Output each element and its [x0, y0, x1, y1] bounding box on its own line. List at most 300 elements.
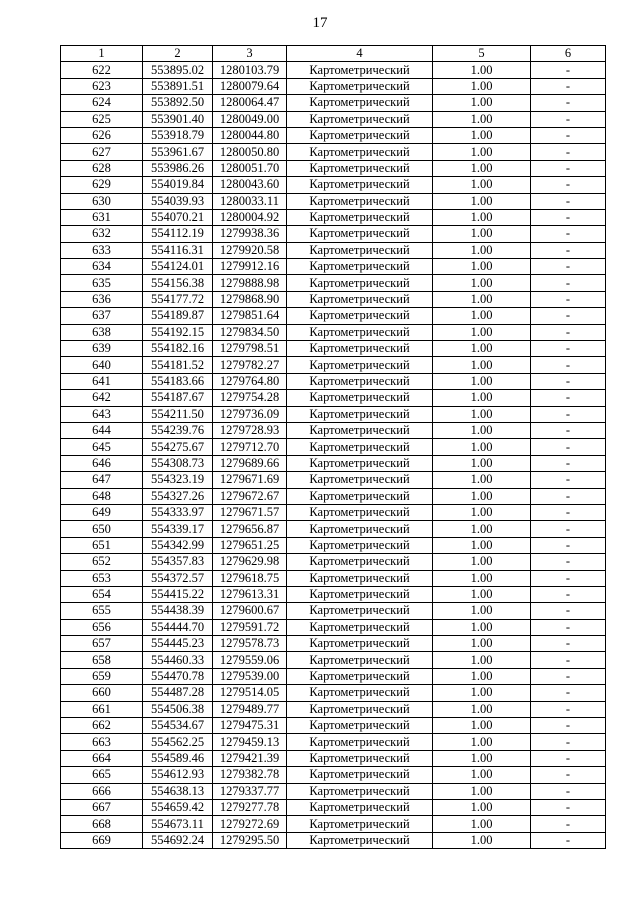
- note-cell: -: [531, 636, 606, 652]
- x-coordinate-cell: 553986.26: [143, 160, 213, 176]
- x-coordinate-cell: 554372.57: [143, 570, 213, 586]
- method-cell: Картометрический: [287, 226, 433, 242]
- accuracy-cell: 1.00: [433, 127, 531, 143]
- accuracy-cell: 1.00: [433, 832, 531, 848]
- y-coordinate-cell: 1280050.80: [213, 144, 287, 160]
- x-coordinate-cell: 554182.16: [143, 341, 213, 357]
- y-coordinate-cell: 1279736.09: [213, 406, 287, 422]
- x-coordinate-cell: 554116.31: [143, 242, 213, 258]
- x-coordinate-cell: 553895.02: [143, 62, 213, 78]
- table-row: [61, 95, 606, 111]
- table-row: [61, 341, 606, 357]
- table-row: [61, 259, 606, 275]
- y-coordinate-cell: 1279382.78: [213, 767, 287, 783]
- point-number-cell: 640: [61, 357, 143, 373]
- point-number-cell: 629: [61, 177, 143, 193]
- y-coordinate-cell: 1279728.93: [213, 422, 287, 438]
- accuracy-cell: 1.00: [433, 783, 531, 799]
- method-cell: Картометрический: [287, 570, 433, 586]
- method-cell: Картометрический: [287, 357, 433, 373]
- x-coordinate-cell: 554444.70: [143, 619, 213, 635]
- method-cell: Картометрический: [287, 341, 433, 357]
- y-coordinate-cell: 1280043.60: [213, 177, 287, 193]
- table-row: [61, 308, 606, 324]
- note-cell: -: [531, 668, 606, 684]
- note-cell: -: [531, 718, 606, 734]
- x-coordinate-cell: 554415.22: [143, 586, 213, 602]
- table-row: [61, 127, 606, 143]
- y-coordinate-cell: 1279629.98: [213, 554, 287, 570]
- x-coordinate-cell: 554506.38: [143, 701, 213, 717]
- point-number-cell: 654: [61, 586, 143, 602]
- note-cell: -: [531, 390, 606, 406]
- table-row: [61, 603, 606, 619]
- x-coordinate-cell: 553901.40: [143, 111, 213, 127]
- accuracy-cell: 1.00: [433, 767, 531, 783]
- column-header: 2: [143, 46, 213, 62]
- note-cell: -: [531, 734, 606, 750]
- method-cell: Картометрический: [287, 652, 433, 668]
- method-cell: Картометрический: [287, 783, 433, 799]
- table-row: [61, 718, 606, 734]
- table-row: [61, 422, 606, 438]
- method-cell: Картометрический: [287, 636, 433, 652]
- note-cell: -: [531, 586, 606, 602]
- note-cell: -: [531, 341, 606, 357]
- accuracy-cell: 1.00: [433, 275, 531, 291]
- note-cell: -: [531, 242, 606, 258]
- note-cell: -: [531, 554, 606, 570]
- table-row: [61, 62, 606, 78]
- method-cell: Картометрический: [287, 78, 433, 94]
- accuracy-cell: 1.00: [433, 95, 531, 111]
- accuracy-cell: 1.00: [433, 373, 531, 389]
- y-coordinate-cell: 1279539.00: [213, 668, 287, 684]
- accuracy-cell: 1.00: [433, 226, 531, 242]
- accuracy-cell: 1.00: [433, 816, 531, 832]
- y-coordinate-cell: 1280051.70: [213, 160, 287, 176]
- table-row: [61, 636, 606, 652]
- x-coordinate-cell: 554156.38: [143, 275, 213, 291]
- x-coordinate-cell: 554275.67: [143, 439, 213, 455]
- y-coordinate-cell: 1279912.16: [213, 259, 287, 275]
- x-coordinate-cell: 554333.97: [143, 504, 213, 520]
- accuracy-cell: 1.00: [433, 111, 531, 127]
- x-coordinate-cell: 554327.26: [143, 488, 213, 504]
- point-number-cell: 632: [61, 226, 143, 242]
- table-row: [61, 406, 606, 422]
- y-coordinate-cell: 1280103.79: [213, 62, 287, 78]
- note-cell: -: [531, 275, 606, 291]
- point-number-cell: 655: [61, 603, 143, 619]
- method-cell: Картометрический: [287, 242, 433, 258]
- method-cell: Картометрический: [287, 734, 433, 750]
- point-number-cell: 639: [61, 341, 143, 357]
- x-coordinate-cell: 554342.99: [143, 537, 213, 553]
- method-cell: Картометрический: [287, 111, 433, 127]
- point-number-cell: 641: [61, 373, 143, 389]
- accuracy-cell: 1.00: [433, 603, 531, 619]
- point-number-cell: 633: [61, 242, 143, 258]
- note-cell: -: [531, 62, 606, 78]
- note-cell: -: [531, 701, 606, 717]
- method-cell: Картометрический: [287, 504, 433, 520]
- x-coordinate-cell: 554357.83: [143, 554, 213, 570]
- x-coordinate-cell: 554612.93: [143, 767, 213, 783]
- point-number-cell: 644: [61, 422, 143, 438]
- x-coordinate-cell: 554112.19: [143, 226, 213, 242]
- method-cell: Картометрический: [287, 832, 433, 848]
- accuracy-cell: 1.00: [433, 734, 531, 750]
- x-coordinate-cell: 553918.79: [143, 127, 213, 143]
- note-cell: -: [531, 439, 606, 455]
- accuracy-cell: 1.00: [433, 701, 531, 717]
- note-cell: -: [531, 226, 606, 242]
- method-cell: Картометрический: [287, 799, 433, 815]
- accuracy-cell: 1.00: [433, 341, 531, 357]
- point-number-cell: 653: [61, 570, 143, 586]
- point-number-cell: 628: [61, 160, 143, 176]
- y-coordinate-cell: 1279578.73: [213, 636, 287, 652]
- point-number-cell: 657: [61, 636, 143, 652]
- x-coordinate-cell: 553891.51: [143, 78, 213, 94]
- x-coordinate-cell: 554039.93: [143, 193, 213, 209]
- table-row: [61, 275, 606, 291]
- x-coordinate-cell: 554638.13: [143, 783, 213, 799]
- point-number-cell: 626: [61, 127, 143, 143]
- note-cell: -: [531, 209, 606, 225]
- point-number-cell: 652: [61, 554, 143, 570]
- method-cell: Картометрический: [287, 275, 433, 291]
- note-cell: -: [531, 95, 606, 111]
- method-cell: Картометрический: [287, 193, 433, 209]
- x-coordinate-cell: 554177.72: [143, 291, 213, 307]
- y-coordinate-cell: 1279295.50: [213, 832, 287, 848]
- x-coordinate-cell: 554308.73: [143, 455, 213, 471]
- x-coordinate-cell: 554487.28: [143, 685, 213, 701]
- accuracy-cell: 1.00: [433, 406, 531, 422]
- x-coordinate-cell: 554673.11: [143, 816, 213, 832]
- point-number-cell: 668: [61, 816, 143, 832]
- method-cell: Картометрический: [287, 127, 433, 143]
- x-coordinate-cell: 554211.50: [143, 406, 213, 422]
- point-number-cell: 637: [61, 308, 143, 324]
- x-coordinate-cell: 553892.50: [143, 95, 213, 111]
- note-cell: -: [531, 422, 606, 438]
- accuracy-cell: 1.00: [433, 799, 531, 815]
- note-cell: -: [531, 619, 606, 635]
- accuracy-cell: 1.00: [433, 685, 531, 701]
- column-header: 5: [433, 46, 531, 62]
- x-coordinate-cell: 554189.87: [143, 308, 213, 324]
- method-cell: Картометрический: [287, 95, 433, 111]
- accuracy-cell: 1.00: [433, 521, 531, 537]
- note-cell: -: [531, 504, 606, 520]
- point-number-cell: 665: [61, 767, 143, 783]
- y-coordinate-cell: 1280064.47: [213, 95, 287, 111]
- table-body: [61, 62, 606, 849]
- method-cell: Картометрический: [287, 144, 433, 160]
- accuracy-cell: 1.00: [433, 455, 531, 471]
- note-cell: -: [531, 767, 606, 783]
- y-coordinate-cell: 1279888.98: [213, 275, 287, 291]
- point-number-cell: 648: [61, 488, 143, 504]
- point-number-cell: 662: [61, 718, 143, 734]
- x-coordinate-cell: 554070.21: [143, 209, 213, 225]
- accuracy-cell: 1.00: [433, 422, 531, 438]
- method-cell: Картометрический: [287, 62, 433, 78]
- note-cell: -: [531, 816, 606, 832]
- column-header: 6: [531, 46, 606, 62]
- y-coordinate-cell: 1279798.51: [213, 341, 287, 357]
- point-number-cell: 663: [61, 734, 143, 750]
- x-coordinate-cell: 554589.46: [143, 750, 213, 766]
- accuracy-cell: 1.00: [433, 324, 531, 340]
- table-row: [61, 521, 606, 537]
- table-row: [61, 685, 606, 701]
- accuracy-cell: 1.00: [433, 472, 531, 488]
- y-coordinate-cell: 1279764.80: [213, 373, 287, 389]
- y-coordinate-cell: 1279475.31: [213, 718, 287, 734]
- y-coordinate-cell: 1279689.66: [213, 455, 287, 471]
- y-coordinate-cell: 1279868.90: [213, 291, 287, 307]
- table-header: [61, 46, 606, 62]
- method-cell: Картометрический: [287, 209, 433, 225]
- point-number-cell: 631: [61, 209, 143, 225]
- table-row: [61, 750, 606, 766]
- table-row: [61, 504, 606, 520]
- note-cell: -: [531, 783, 606, 799]
- method-cell: Картометрический: [287, 537, 433, 553]
- note-cell: -: [531, 144, 606, 160]
- point-number-cell: 667: [61, 799, 143, 815]
- method-cell: Картометрический: [287, 767, 433, 783]
- y-coordinate-cell: 1280033.11: [213, 193, 287, 209]
- y-coordinate-cell: 1279459.13: [213, 734, 287, 750]
- table-row: [61, 357, 606, 373]
- y-coordinate-cell: 1279920.58: [213, 242, 287, 258]
- accuracy-cell: 1.00: [433, 619, 531, 635]
- note-cell: -: [531, 570, 606, 586]
- method-cell: Картометрический: [287, 160, 433, 176]
- table-row: [61, 144, 606, 160]
- x-coordinate-cell: 554562.25: [143, 734, 213, 750]
- method-cell: Картометрический: [287, 718, 433, 734]
- note-cell: -: [531, 488, 606, 504]
- table-row: [61, 816, 606, 832]
- table-row: [61, 668, 606, 684]
- x-coordinate-cell: 554460.33: [143, 652, 213, 668]
- y-coordinate-cell: 1279514.05: [213, 685, 287, 701]
- y-coordinate-cell: 1279421.39: [213, 750, 287, 766]
- note-cell: -: [531, 652, 606, 668]
- note-cell: -: [531, 177, 606, 193]
- accuracy-cell: 1.00: [433, 357, 531, 373]
- accuracy-cell: 1.00: [433, 177, 531, 193]
- method-cell: Картометрический: [287, 750, 433, 766]
- point-number-cell: 645: [61, 439, 143, 455]
- y-coordinate-cell: 1279712.70: [213, 439, 287, 455]
- x-coordinate-cell: 554192.15: [143, 324, 213, 340]
- table-row: [61, 291, 606, 307]
- x-coordinate-cell: 554438.39: [143, 603, 213, 619]
- point-number-cell: 664: [61, 750, 143, 766]
- point-number-cell: 656: [61, 619, 143, 635]
- point-number-cell: 634: [61, 259, 143, 275]
- point-number-cell: 647: [61, 472, 143, 488]
- x-coordinate-cell: 554470.78: [143, 668, 213, 684]
- accuracy-cell: 1.00: [433, 144, 531, 160]
- note-cell: -: [531, 291, 606, 307]
- point-number-cell: 622: [61, 62, 143, 78]
- method-cell: Картометрический: [287, 668, 433, 684]
- table-row: [61, 324, 606, 340]
- note-cell: -: [531, 78, 606, 94]
- point-number-cell: 660: [61, 685, 143, 701]
- y-coordinate-cell: 1279656.87: [213, 521, 287, 537]
- accuracy-cell: 1.00: [433, 488, 531, 504]
- table-row: [61, 554, 606, 570]
- point-number-cell: 624: [61, 95, 143, 111]
- table-row: [61, 619, 606, 635]
- method-cell: Картометрический: [287, 701, 433, 717]
- note-cell: -: [531, 455, 606, 471]
- table-row: [61, 537, 606, 553]
- method-cell: Картометрический: [287, 324, 433, 340]
- method-cell: Картометрический: [287, 455, 433, 471]
- point-number-cell: 659: [61, 668, 143, 684]
- y-coordinate-cell: 1279600.67: [213, 603, 287, 619]
- point-number-cell: 643: [61, 406, 143, 422]
- note-cell: -: [531, 537, 606, 553]
- coordinates-table: [60, 45, 606, 849]
- table-row: [61, 586, 606, 602]
- point-number-cell: 642: [61, 390, 143, 406]
- point-number-cell: 625: [61, 111, 143, 127]
- table-row: [61, 390, 606, 406]
- y-coordinate-cell: 1280004.92: [213, 209, 287, 225]
- accuracy-cell: 1.00: [433, 718, 531, 734]
- x-coordinate-cell: 554692.24: [143, 832, 213, 848]
- y-coordinate-cell: 1279618.75: [213, 570, 287, 586]
- method-cell: Картометрический: [287, 259, 433, 275]
- table-row: [61, 472, 606, 488]
- note-cell: -: [531, 111, 606, 127]
- y-coordinate-cell: 1280044.80: [213, 127, 287, 143]
- method-cell: Картометрический: [287, 488, 433, 504]
- table-row: [61, 734, 606, 750]
- table-row: [61, 570, 606, 586]
- accuracy-cell: 1.00: [433, 537, 531, 553]
- accuracy-cell: 1.00: [433, 586, 531, 602]
- x-coordinate-cell: 554534.67: [143, 718, 213, 734]
- x-coordinate-cell: 553961.67: [143, 144, 213, 160]
- y-coordinate-cell: 1279591.72: [213, 619, 287, 635]
- point-number-cell: 635: [61, 275, 143, 291]
- table-row: [61, 767, 606, 783]
- y-coordinate-cell: 1279651.25: [213, 537, 287, 553]
- accuracy-cell: 1.00: [433, 570, 531, 586]
- point-number-cell: 649: [61, 504, 143, 520]
- y-coordinate-cell: 1279272.69: [213, 816, 287, 832]
- method-cell: Картометрический: [287, 554, 433, 570]
- x-coordinate-cell: 554659.42: [143, 799, 213, 815]
- note-cell: -: [531, 259, 606, 275]
- y-coordinate-cell: 1279671.69: [213, 472, 287, 488]
- table-row: [61, 488, 606, 504]
- y-coordinate-cell: 1280049.00: [213, 111, 287, 127]
- x-coordinate-cell: 554339.17: [143, 521, 213, 537]
- accuracy-cell: 1.00: [433, 78, 531, 94]
- accuracy-cell: 1.00: [433, 209, 531, 225]
- accuracy-cell: 1.00: [433, 652, 531, 668]
- note-cell: -: [531, 799, 606, 815]
- accuracy-cell: 1.00: [433, 62, 531, 78]
- method-cell: Картометрический: [287, 586, 433, 602]
- note-cell: -: [531, 832, 606, 848]
- table-row: [61, 799, 606, 815]
- y-coordinate-cell: 1280079.64: [213, 78, 287, 94]
- point-number-cell: 627: [61, 144, 143, 160]
- note-cell: -: [531, 127, 606, 143]
- note-cell: -: [531, 685, 606, 701]
- x-coordinate-cell: 554019.84: [143, 177, 213, 193]
- note-cell: -: [531, 357, 606, 373]
- x-coordinate-cell: 554187.67: [143, 390, 213, 406]
- point-number-cell: 650: [61, 521, 143, 537]
- x-coordinate-cell: 554183.66: [143, 373, 213, 389]
- x-coordinate-cell: 554323.19: [143, 472, 213, 488]
- y-coordinate-cell: 1279672.67: [213, 488, 287, 504]
- y-coordinate-cell: 1279277.78: [213, 799, 287, 815]
- method-cell: Картометрический: [287, 308, 433, 324]
- table-row: [61, 373, 606, 389]
- method-cell: Картометрический: [287, 685, 433, 701]
- method-cell: Картометрический: [287, 521, 433, 537]
- accuracy-cell: 1.00: [433, 750, 531, 766]
- point-number-cell: 636: [61, 291, 143, 307]
- point-number-cell: 669: [61, 832, 143, 848]
- point-number-cell: 623: [61, 78, 143, 94]
- accuracy-cell: 1.00: [433, 636, 531, 652]
- method-cell: Картометрический: [287, 177, 433, 193]
- point-number-cell: 630: [61, 193, 143, 209]
- table-row: [61, 439, 606, 455]
- point-number-cell: 666: [61, 783, 143, 799]
- accuracy-cell: 1.00: [433, 308, 531, 324]
- y-coordinate-cell: 1279782.27: [213, 357, 287, 373]
- y-coordinate-cell: 1279671.57: [213, 504, 287, 520]
- table-row: [61, 652, 606, 668]
- point-number-cell: 661: [61, 701, 143, 717]
- point-number-cell: 651: [61, 537, 143, 553]
- y-coordinate-cell: 1279938.36: [213, 226, 287, 242]
- x-coordinate-cell: 554445.23: [143, 636, 213, 652]
- x-coordinate-cell: 554124.01: [143, 259, 213, 275]
- y-coordinate-cell: 1279613.31: [213, 586, 287, 602]
- point-number-cell: 646: [61, 455, 143, 471]
- method-cell: Картометрический: [287, 816, 433, 832]
- accuracy-cell: 1.00: [433, 193, 531, 209]
- y-coordinate-cell: 1279559.06: [213, 652, 287, 668]
- table-row: [61, 783, 606, 799]
- note-cell: -: [531, 472, 606, 488]
- method-cell: Картометрический: [287, 390, 433, 406]
- table-row: [61, 226, 606, 242]
- method-cell: Картометрический: [287, 439, 433, 455]
- note-cell: -: [531, 193, 606, 209]
- table-row: [61, 78, 606, 94]
